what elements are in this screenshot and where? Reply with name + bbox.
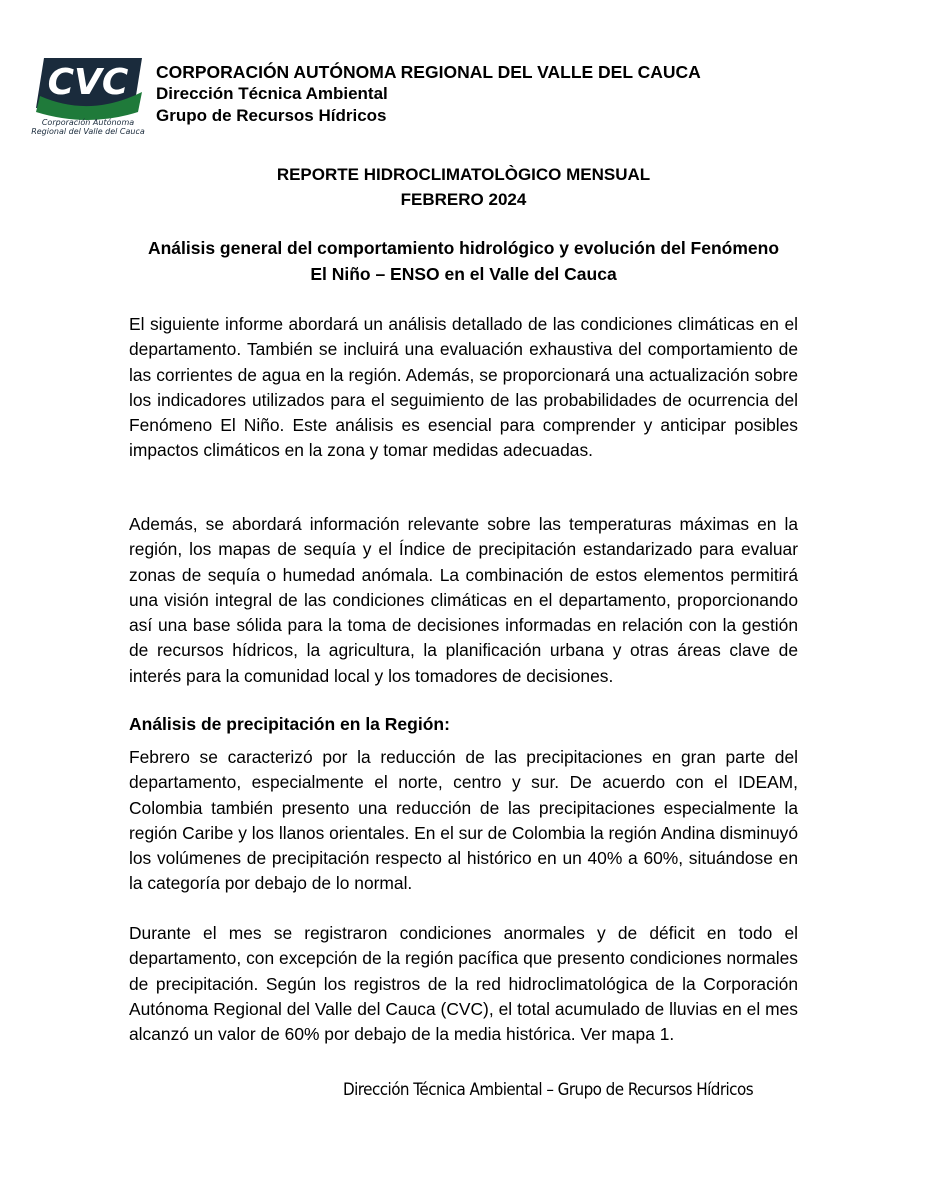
report-title	[0, 162, 927, 212]
report-title-line-1: REPORTE HIDROCLIMATOLÒGICO MENSUAL	[276, 165, 651, 184]
paragraph-precipitation-deficit: Durante el mes se registraron condiciones anormales y de déficit en todo el departamento, con excepción de la región pacífica que presento condiciones normales de precipitación. Según los registros de la red hidroclimatológica de la Corporación Autónoma Regional del Valle del Cauca (CVC), el total acumulado de lluvias en el mes alcanzó un valor de 60% por debajo de la media histórica. Ver mapa 1.	[129, 923, 798, 1045]
report-subtitle-line-2: El Niño – ENSO en el Valle del Cauca	[310, 264, 617, 284]
report-subtitle	[100, 235, 827, 287]
svg-text:Regional del Valle del Cauca: Regional del Valle del Cauca	[31, 127, 145, 136]
paragraph-intro: El siguiente informe abordará un análisis detallado de las condiciones climáticas en el departamento. También se incluirá una evaluación exhaustiva del comportamiento de las corrientes de agua en la región. Además, se proporcionará una actualización sobre los indicadores utilizados para el seguimiento de las probabilidades de ocurrencia del Fenómeno El Niño. Este análisis es esencial para comprender y anticipar posibles impactos climáticos en la zona y tomar medidas adecuadas.	[129, 314, 798, 461]
org-group: Grupo de Recursos Hídricos	[156, 106, 387, 125]
svg-text:Corporación Autónoma: Corporación Autónoma	[41, 118, 135, 127]
report-subtitle-line-1: Análisis general del comportamiento hidrológico y evolución del Fenómeno	[147, 238, 780, 258]
report-title-line-2: FEBRERO 2024	[400, 190, 527, 209]
org-header	[156, 61, 701, 127]
section-heading-precipitation: Análisis de precipitación en la Región:	[129, 714, 450, 734]
org-direction: Dirección Técnica Ambiental	[156, 84, 388, 103]
svg-text:CVC: CVC	[47, 62, 129, 103]
paragraph-precipitation-february: Febrero se caracterizó por la reducción de las precipitaciones en gran parte del departamento, especialmente el norte, centro y sur. De acuerdo con el IDEAM, Colombia también presento una reducción de las precipitaciones especialmente la región Caribe y los llanos orientales. En el sur de Colombia la región Andina disminuyó los volúmenes de precipitación respecto al histórico en un 40% a 60%, situándose en la categoría por debajo de lo normal.	[129, 747, 798, 894]
page-footer: Dirección Técnica Ambiental – Grupo de Recursos Hídricos	[343, 1080, 754, 1099]
cvc-logo	[30, 56, 146, 136]
paragraph-scope: Además, se abordará información relevante sobre las temperaturas máximas en la región, los mapas de sequía y el Índice de precipitación estandarizado para evaluar zonas de sequía o humedad anómala. La combinación de estos elementos permitirá una visión integral de las condiciones climáticas en el departamento, proporcionando así una base sólida para la toma de decisiones informadas en relación con la gestión de recursos hídricos, la agricultura, la planificación urbana y otras áreas clave de interés para la comunidad local y los tomadores de decisiones.	[129, 514, 798, 686]
org-name: CORPORACIÓN AUTÓNOMA REGIONAL DEL VALLE DEL CAUCA	[156, 62, 701, 82]
